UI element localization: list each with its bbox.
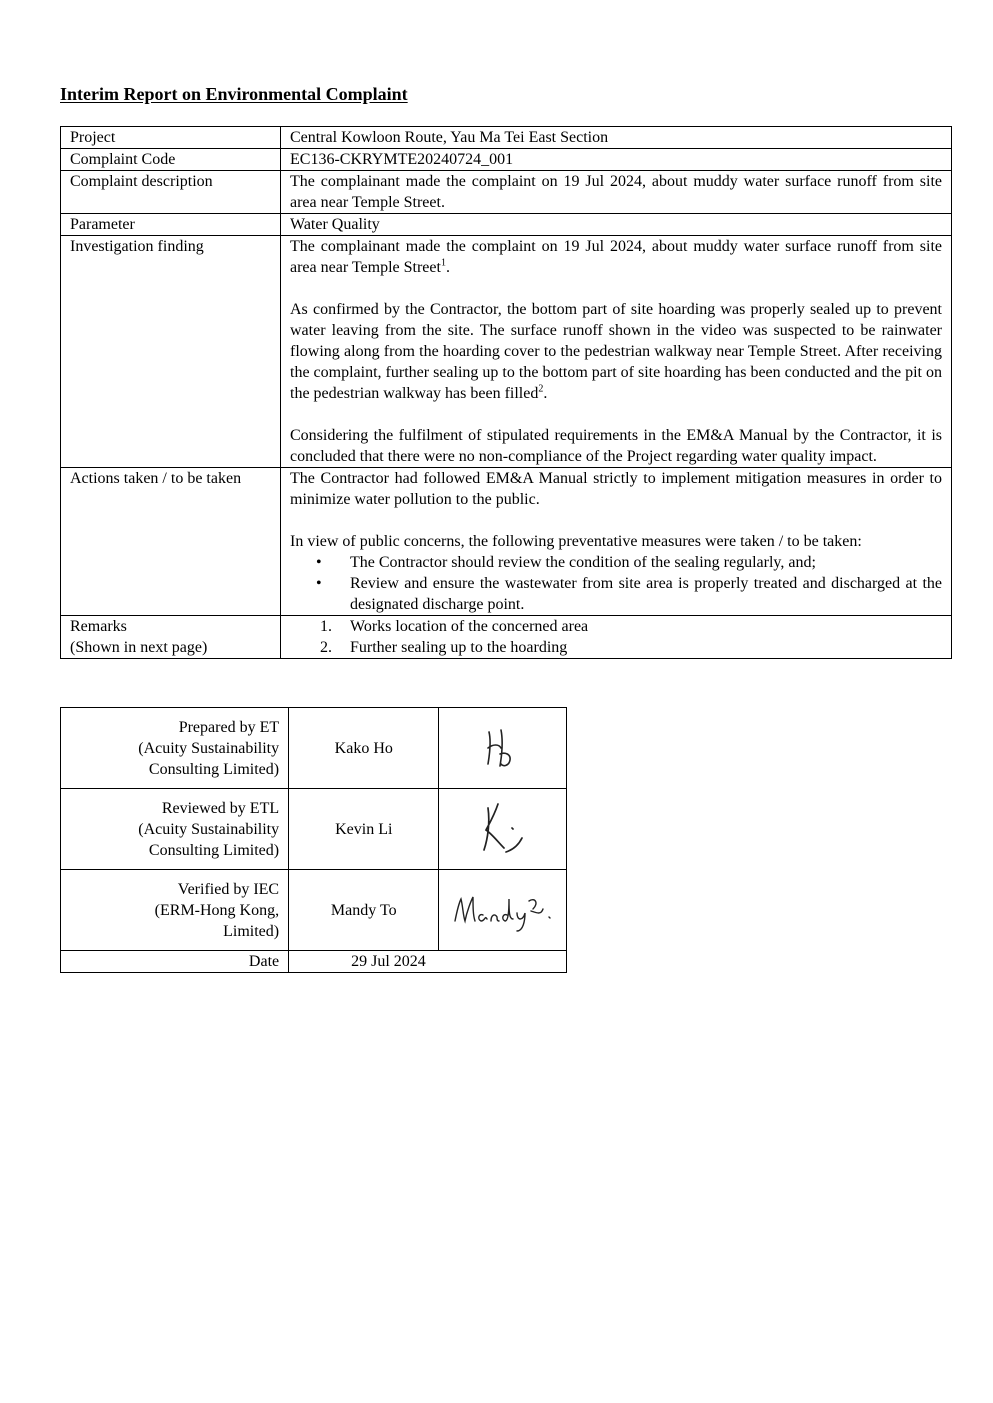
- actions-value: [281, 468, 952, 616]
- parameter-label: Parameter: [61, 214, 281, 236]
- investigation-paragraph-1: The complainant made the complaint on 19 Jul 2024, about muddy water surface runoff from site area near Temple Street$^1$.: [290, 238, 942, 276]
- remarks-value: [281, 616, 952, 659]
- complaint-details-table: [60, 126, 952, 659]
- parameter-value: Water Quality: [281, 214, 952, 236]
- investigation-finding-label: Investigation finding: [61, 236, 281, 468]
- actions-paragraph-1: The Contractor had followed EM&A Manual strictly to implement mitigation measures in order to minimize water pollution to the public.: [290, 470, 942, 508]
- signature-mandy-to: [439, 870, 567, 951]
- signoff-row-date: [61, 951, 567, 973]
- remarks-label: Remarks (Shown in next page): [61, 616, 281, 659]
- complaint-code-label: Complaint Code: [61, 149, 281, 171]
- list-item: 1. Works location of the concerned area: [320, 618, 589, 635]
- signature-image: [468, 794, 538, 864]
- signoff-role-verified: Verified by IEC (ERM-Hong Kong, Limited): [61, 870, 289, 951]
- actions-paragraph-2: In view of public concerns, the following preventative measures were taken / to be taken:: [290, 533, 862, 550]
- remarks-list: [290, 616, 942, 658]
- signoff-row-reviewed: [61, 789, 567, 870]
- table-row-parameter: [61, 214, 952, 236]
- table-row-remarks: [61, 616, 952, 659]
- bullet-icon: •: [316, 554, 322, 571]
- signature-kako-ho: [439, 708, 567, 789]
- footnote-ref-1: 1: [440, 257, 446, 269]
- page-title: Interim Report on Environmental Complaint: [60, 84, 408, 104]
- list-item: • The Contractor should review the condition of the sealing regularly, and;: [316, 554, 816, 571]
- date-value: 29 Jul 2024: [289, 951, 567, 973]
- complaint-description-value: The complainant made the complaint on 19 Jul 2024, about muddy water surface runoff from site area near Temple Street.: [281, 171, 952, 214]
- footnote-ref-2: 2: [538, 383, 544, 395]
- signature-image: [473, 718, 533, 778]
- signature-kevin-li: [439, 789, 567, 870]
- project-label: Project: [61, 127, 281, 149]
- signoff-name-reviewed: Kevin Li: [289, 789, 439, 870]
- signoff-name-prepared: Kako Ho: [289, 708, 439, 789]
- actions-bullet-list: [290, 552, 942, 615]
- signoff-role-prepared: Prepared by ET (Acuity Sustainability Consulting Limited): [61, 708, 289, 789]
- bullet-icon: •: [316, 575, 322, 592]
- signature-image: [443, 885, 563, 935]
- list-item: 2. Further sealing up to the hoarding: [320, 639, 568, 656]
- table-row-investigation-finding: [61, 236, 952, 468]
- investigation-finding-value: [281, 236, 952, 468]
- project-value: Central Kowloon Route, Yau Ma Tei East Section: [281, 127, 952, 149]
- table-row-complaint-description: [61, 171, 952, 214]
- table-row-project: [61, 127, 952, 149]
- actions-label: Actions taken / to be taken: [61, 468, 281, 616]
- investigation-paragraph-3: Considering the fulfilment of stipulated requirements in the EM&A Manual by the Contractor, it is concluded that there were no non-compliance of the Project regarding water quality impact.: [290, 427, 942, 465]
- date-label: Date: [61, 951, 289, 973]
- investigation-paragraph-2: As confirmed by the Contractor, the bottom part of site hoarding was properly sealed up to prevent water leaving from the site. The surface runoff shown in the video was suspected to be rainwater flowing along from the hoarding cover to the pedestrian walkway near Temple Street. After receiving the complaint, further sealing up to the bottom part of site hoarding has been conducted and the pit on the pedestrian walkway has been filled$^2$.: [290, 301, 942, 402]
- list-item: • Review and ensure the wastewater from site area is properly treated and discharged at the designated discharge point.: [316, 575, 942, 613]
- complaint-code-value: EC136-CKRYMTE20240724_001: [281, 149, 952, 171]
- signoff-role-reviewed: Reviewed by ETL (Acuity Sustainability Consulting Limited): [61, 789, 289, 870]
- signoff-table: [60, 707, 567, 973]
- signoff-row-verified: [61, 870, 567, 951]
- complaint-description-label: Complaint description: [61, 171, 281, 214]
- signoff-name-verified: Mandy To: [289, 870, 439, 951]
- signoff-row-prepared: [61, 708, 567, 789]
- table-row-complaint-code: [61, 149, 952, 171]
- table-row-actions: [61, 468, 952, 616]
